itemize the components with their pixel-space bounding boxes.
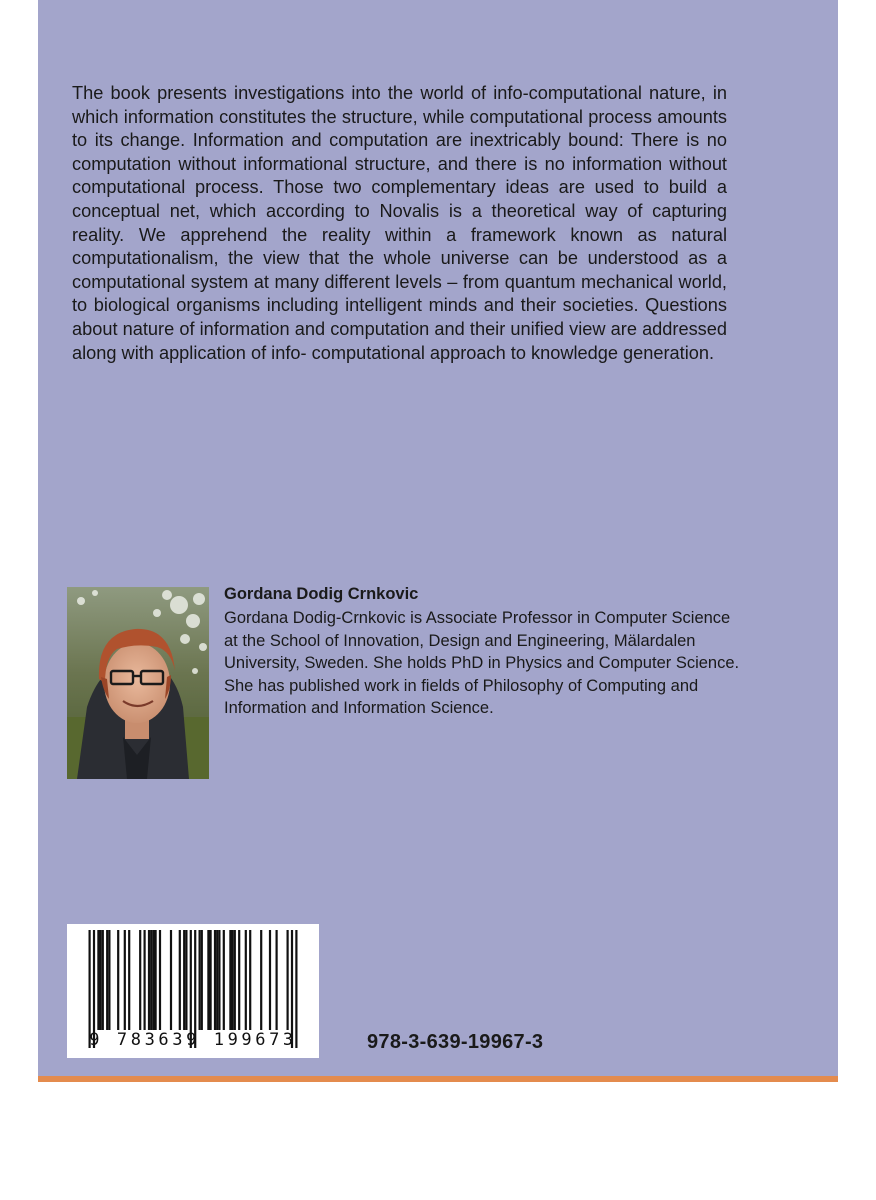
barcode-digits: 9 783639 199673 <box>89 1030 297 1050</box>
author-biography: Gordana Dodig-Crnkovic is Associate Professor in Computer Science at the School of Innovation, Design and Engineering, Mälardalen University, Sweden. She holds PhD in Physics and Computer Science. She has published work in fields of Philosophy of Computing and Information and Information Science. <box>224 609 740 718</box>
barcode-bar <box>155 930 157 1030</box>
barcode-bar <box>199 930 201 1030</box>
barcode-bar <box>210 930 212 1030</box>
barcode-bar <box>287 930 289 1030</box>
barcode-bar <box>152 930 154 1030</box>
author-photo <box>67 587 209 779</box>
barcode-bar <box>216 930 218 1030</box>
barcode-bar <box>183 930 185 1030</box>
barcode-bar <box>97 930 99 1030</box>
barcode-bar <box>234 930 236 1030</box>
barcode-bar <box>185 930 187 1030</box>
barcode-bar <box>170 930 172 1030</box>
barcode-bar <box>229 930 231 1030</box>
barcode-bar <box>207 930 209 1030</box>
barcode-bar <box>276 930 278 1030</box>
isbn-number: 978-3-639-19967-3 <box>367 1031 544 1053</box>
isbn-barcode <box>67 924 319 1058</box>
barcode-bar <box>108 930 110 1030</box>
barcode-bar <box>260 930 262 1030</box>
barcode-bar <box>232 930 234 1030</box>
barcode-bar <box>159 930 161 1030</box>
barcode-bar <box>102 930 104 1030</box>
barcode-bar <box>148 930 150 1030</box>
barcode-bar <box>106 930 108 1030</box>
barcode-bar <box>269 930 271 1030</box>
barcode-bar <box>179 930 181 1030</box>
orange-bottom-rule <box>38 1076 838 1082</box>
barcode-bar <box>100 930 102 1030</box>
author-name: Gordana Dodig Crnkovic <box>224 585 419 603</box>
barcode-bar <box>249 930 251 1030</box>
barcode-bar <box>117 930 119 1030</box>
barcode-bar <box>245 930 247 1030</box>
barcode-bar <box>128 930 130 1030</box>
barcode-bar <box>214 930 216 1030</box>
barcode-bar <box>201 930 203 1030</box>
barcode-bar <box>144 930 146 1030</box>
barcode-bar <box>139 930 141 1030</box>
barcode-bar <box>150 930 152 1030</box>
barcode-bar <box>223 930 225 1030</box>
barcode-bar <box>238 930 240 1030</box>
barcode-bar <box>124 930 126 1030</box>
book-description: The book presents investigations into the world of info-computational nature, in which information constitutes the structure, while computational process amounts to its change. Information and computation are inextricably bound: There is no computation without informational structure, and there is no information without computational process. Those two complementary ideas are used to build a conceptual net, which according to Novalis is a theoretical way of capturing reality. We apprehend the reality within a framework known as natural computationalism, the view that the whole universe can be understood as a computational system at many different levels – from quantum mechanical world, to biological organisms including intelligent minds and their societies. Questions about nature of information and computation and their unified view are addressed along with application of info- computational approach to knowledge generation. <box>72 83 727 363</box>
barcode-bar <box>218 930 220 1030</box>
